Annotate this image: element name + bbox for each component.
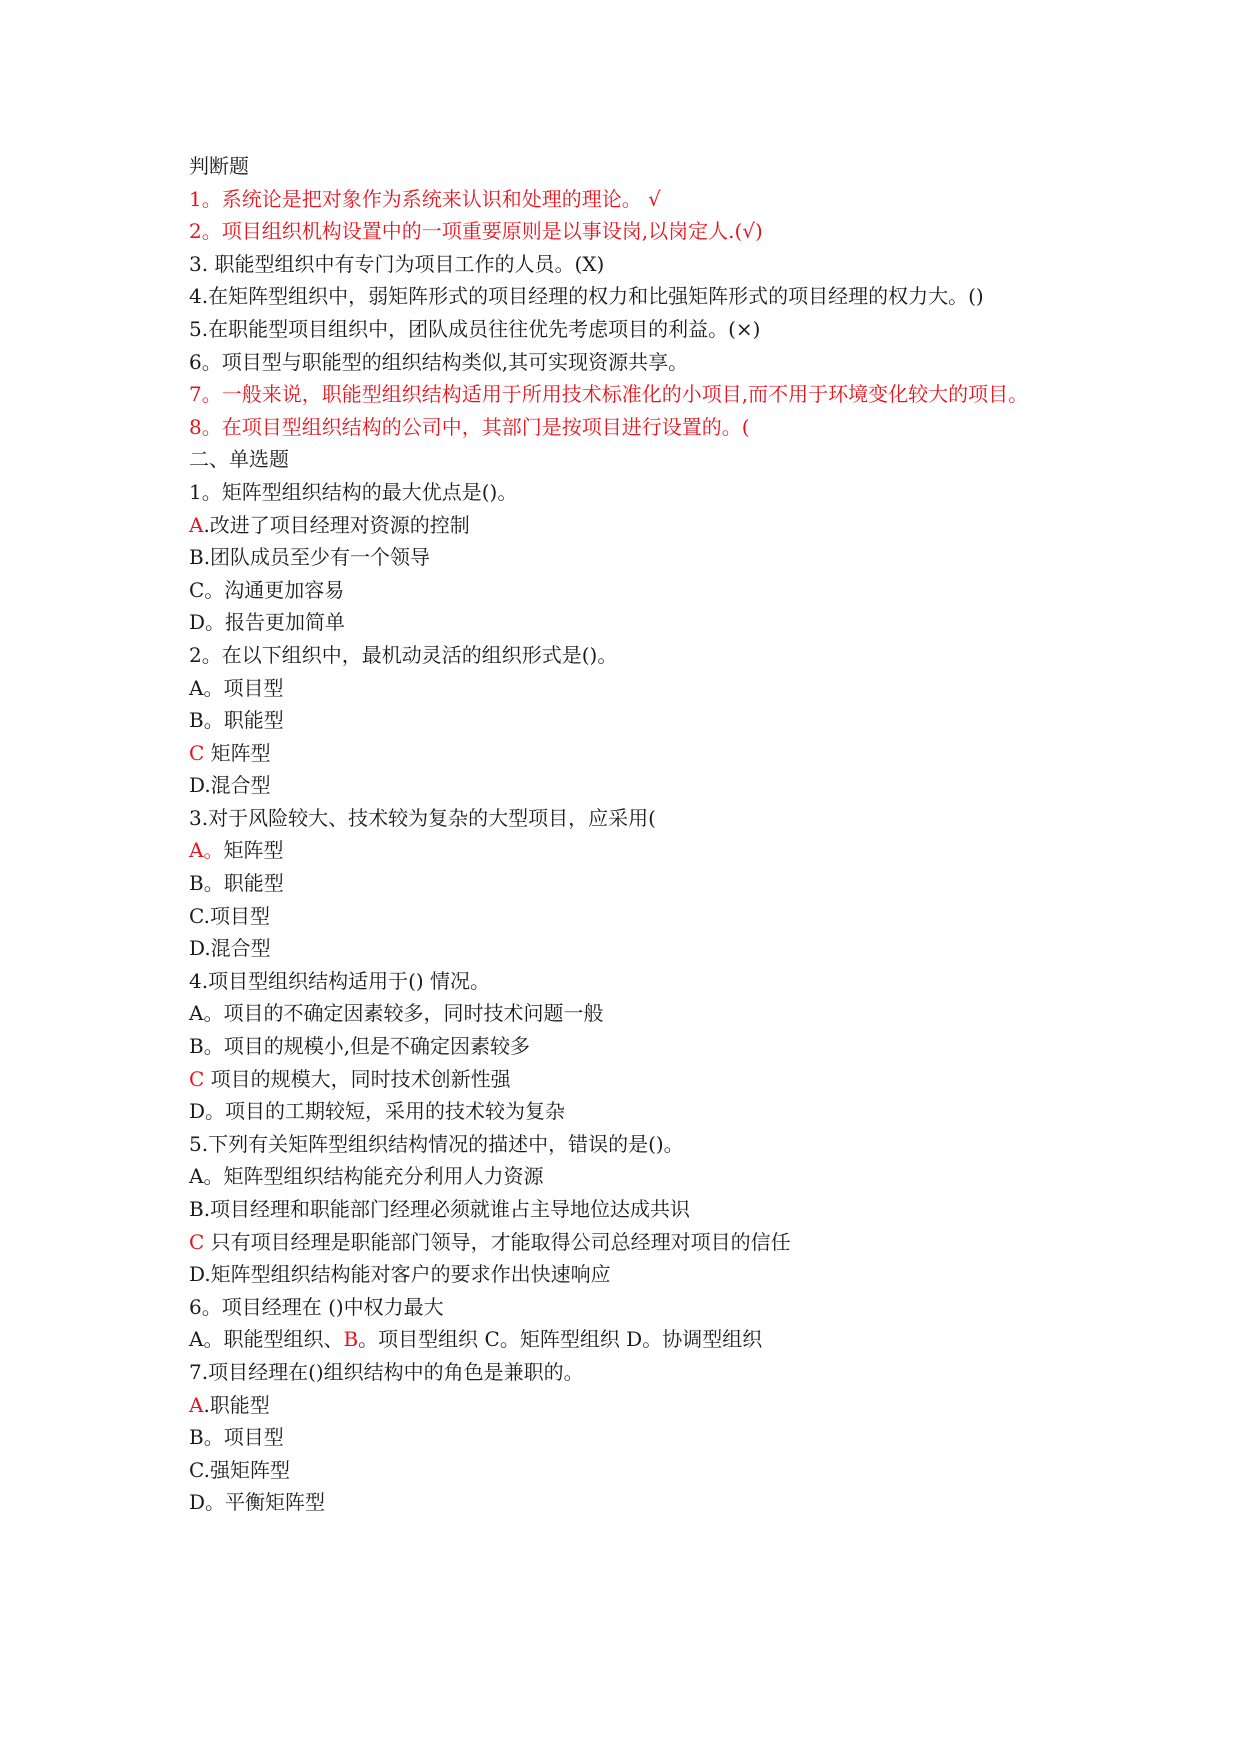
text-segment: 5.在职能型项目组织中，团队成员往往优先考虑项目的利益。(×) — [189, 316, 761, 341]
text-segment: .改进了项目经理对资源的控制 — [203, 512, 470, 537]
text-segment: 6。项目型与职能型的组织结构类似,其可实现资源共享。 — [189, 349, 689, 374]
text-line — [189, 411, 1089, 444]
text-segment: C.项目型 — [189, 903, 270, 928]
text-line — [189, 1030, 1089, 1063]
answer-highlight: C — [189, 740, 205, 765]
text-line — [189, 1095, 1089, 1128]
text-segment: A。项目的不确定因素较多，同时技术问题一般 — [189, 1001, 604, 1026]
text-segment: 判断题 — [189, 154, 249, 178]
text-line — [189, 867, 1089, 900]
answer-highlight: C — [189, 1066, 205, 1091]
text-line — [189, 443, 1089, 476]
text-line — [189, 313, 1089, 346]
text-line — [189, 672, 1089, 705]
text-line — [189, 1486, 1089, 1519]
text-segment: 4.在矩阵型组织中，弱矩阵形式的项目经理的权力和比强矩阵形式的项目经理的权力大。() — [189, 284, 984, 309]
text-segment: D.矩阵型组织结构能对客户的要求作出快速响应 — [189, 1262, 611, 1287]
text-line — [189, 1193, 1089, 1226]
text-line — [189, 932, 1089, 965]
text-line — [189, 704, 1089, 737]
text-line — [189, 1258, 1089, 1291]
text-line — [189, 900, 1089, 933]
answer-highlight: 2。项目组织机构设置中的一项重要原则是以事设岗,以岗定人.(√) — [189, 219, 763, 244]
text-line — [189, 965, 1089, 998]
text-line — [189, 280, 1089, 313]
text-line — [189, 1323, 1089, 1356]
text-segment: D.混合型 — [189, 773, 271, 798]
text-segment: 3. 职能型组织中有专门为项目工作的人员。(X) — [189, 251, 605, 276]
text-line — [189, 1356, 1089, 1389]
text-segment: 1。矩阵型组织结构的最大优点是()。 — [189, 479, 518, 504]
answer-highlight: C — [189, 1229, 205, 1254]
text-segment: 6。项目经理在 ()中权力最大 — [189, 1294, 444, 1319]
text-segment: 2。在以下组织中，最机动灵活的组织形式是()。 — [189, 642, 618, 667]
text-segment: 项目的规模大，同时技术创新性强 — [204, 1066, 511, 1091]
text-segment: A。职能型组织、 — [189, 1327, 344, 1352]
text-line — [189, 834, 1089, 867]
answer-highlight: A — [189, 1392, 204, 1417]
answer-highlight: 7。一般来说，职能型组织结构适用于所用技术标准化的小项目,而不用于环境变化较大的项目。 — [189, 382, 1029, 407]
document-body — [189, 150, 1089, 1519]
text-segment: D。项目的工期较短，采用的技术较为复杂 — [189, 1099, 566, 1124]
text-line — [189, 183, 1089, 216]
text-line — [189, 1291, 1089, 1324]
text-segment: B。项目型 — [189, 1425, 284, 1450]
text-segment: C。沟通更加容易 — [189, 577, 345, 602]
text-line — [189, 802, 1089, 835]
text-segment: A。项目型 — [189, 675, 284, 700]
text-segment: B。项目的规模小,但是不确定因素较多 — [189, 1034, 531, 1059]
text-line — [189, 639, 1089, 672]
text-line — [189, 346, 1089, 379]
text-line — [189, 248, 1089, 281]
text-segment: C.强矩阵型 — [189, 1457, 290, 1482]
text-line — [189, 769, 1089, 802]
text-segment: 7.项目经理在()组织结构中的角色是兼职的。 — [189, 1359, 584, 1384]
text-segment: 3.对于风险较大、技术较为复杂的大型项目，应采用( — [189, 805, 656, 830]
text-segment: 二、单选题 — [189, 447, 289, 472]
answer-highlight: 8。在项目型组织结构的公司中，其部门是按项目进行设置的。( — [189, 414, 750, 439]
text-line — [189, 378, 1089, 411]
text-segment: 5.下列有关矩阵型组织结构情况的描述中，错误的是()。 — [189, 1131, 684, 1156]
text-line — [189, 476, 1089, 509]
text-line — [189, 574, 1089, 607]
text-line — [189, 1226, 1089, 1259]
text-line — [189, 1389, 1089, 1422]
answer-highlight: 1。系统论是把对象作为系统来认识和处理的理论。 √ — [189, 186, 661, 211]
text-segment: 。项目型组织 C。矩阵型组织 D。协调型组织 — [358, 1327, 763, 1352]
text-line — [189, 1160, 1089, 1193]
text-line — [189, 737, 1089, 770]
text-line — [189, 997, 1089, 1030]
text-segment: .职能型 — [203, 1392, 270, 1417]
text-segment: B.项目经理和职能部门经理必须就谁占主导地位达成共识 — [189, 1197, 691, 1221]
text-segment: 矩阵型 — [204, 740, 271, 765]
text-segment: A。矩阵型组织结构能充分利用人力资源 — [189, 1164, 544, 1189]
text-line — [189, 1128, 1089, 1161]
text-segment: D.混合型 — [189, 936, 271, 961]
answer-highlight: A — [189, 512, 204, 537]
answer-highlight: A。 — [189, 838, 224, 863]
text-line — [189, 541, 1089, 574]
answer-highlight: B — [343, 1327, 359, 1352]
text-segment: D。平衡矩阵型 — [189, 1490, 326, 1515]
text-line — [189, 1421, 1089, 1454]
text-segment: 只有项目经理是职能部门领导，才能取得公司总经理对项目的信任 — [204, 1229, 791, 1254]
text-segment: D。报告更加简单 — [189, 610, 346, 635]
text-line — [189, 1454, 1089, 1487]
text-line — [189, 509, 1089, 542]
text-segment: 4.项目型组织结构适用于() 情况。 — [189, 968, 491, 993]
text-line — [189, 1063, 1089, 1096]
text-segment: B.团队成员至少有一个领导 — [189, 545, 431, 570]
text-segment: B。职能型 — [189, 708, 284, 733]
text-line — [189, 606, 1089, 639]
text-segment: B。职能型 — [189, 871, 284, 896]
text-line — [189, 150, 1089, 183]
text-segment: 矩阵型 — [223, 838, 284, 863]
text-line — [189, 215, 1089, 248]
